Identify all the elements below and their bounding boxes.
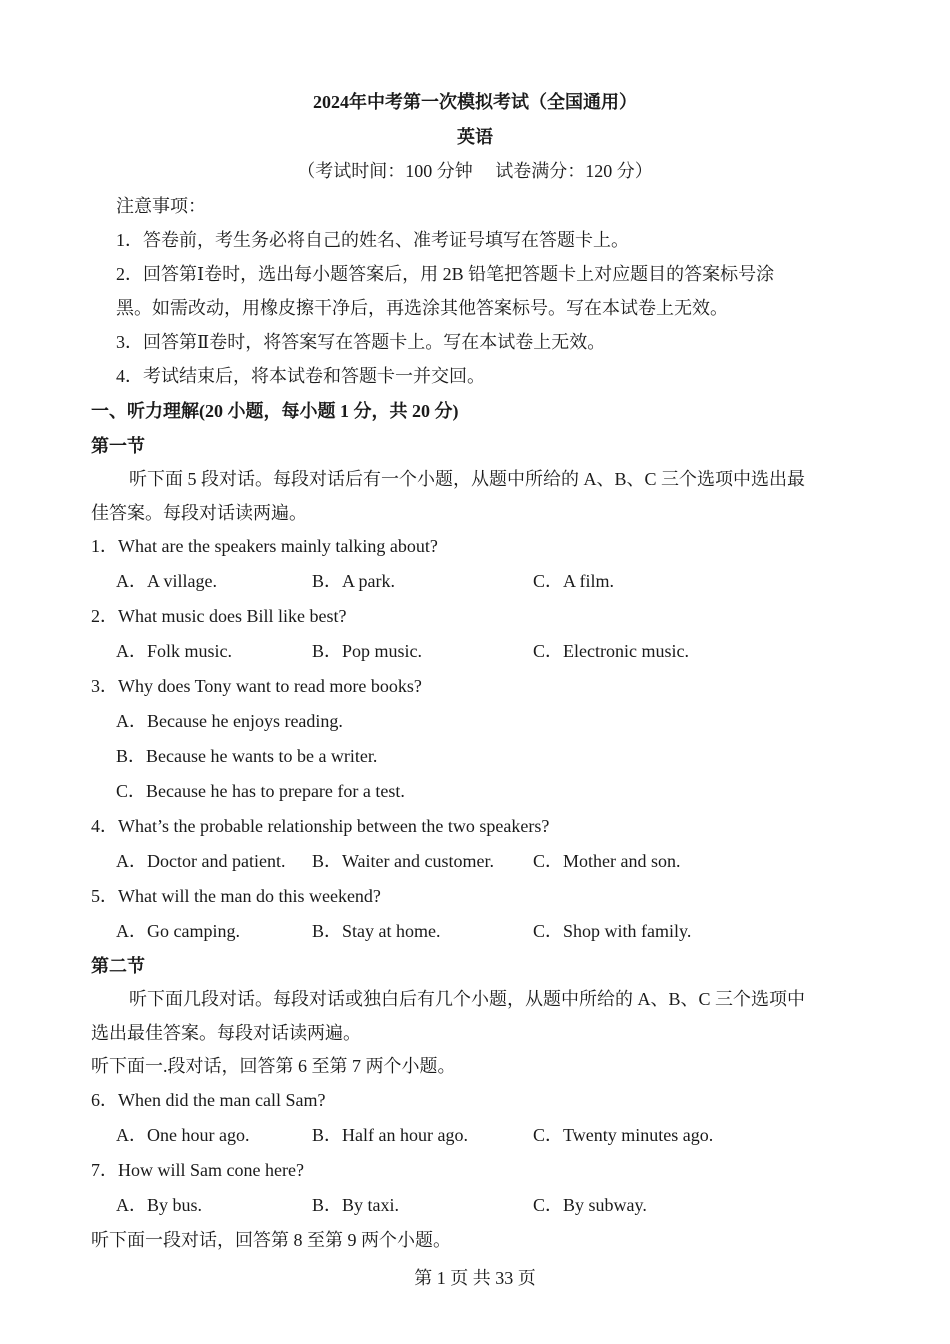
- option-b: B．Waiter and customer.: [312, 851, 495, 871]
- part-instruction: 选出最佳答案。每段对话读两遍。: [91, 1023, 361, 1043]
- option-a: A．Because he enjoys reading.: [116, 711, 343, 731]
- option-c: C．Electronic music.: [533, 641, 689, 661]
- question-text: 1．What are the speakers mainly talking about?: [91, 536, 438, 556]
- note-item: 4．考试结束后，将本试卷和答题卡一并交回。: [116, 366, 485, 386]
- note-item: 1．答卷前，考生务必将自己的姓名、准考证号填写在答题卡上。: [116, 230, 629, 250]
- exam-info: （考试时间：100 分钟 试卷满分：120 分）: [297, 161, 653, 181]
- note-item: 黑。如需改动，用橡皮擦干净后，再选涂其他答案标号。写在本试卷上无效。: [116, 298, 728, 318]
- option-c: C．By subway.: [533, 1195, 647, 1215]
- option-b: B．Half an hour ago.: [312, 1125, 468, 1145]
- option-b: B．Stay at home.: [312, 921, 441, 941]
- option-c: C．Mother and son.: [533, 851, 681, 871]
- option-a: A．Go camping.: [116, 921, 240, 941]
- subject-title: 英语: [457, 127, 493, 147]
- option-a: A．Doctor and patient.: [116, 851, 286, 871]
- part-instruction: 听下面 5 段对话。每段对话后有一个小题，从题中所给的 A、B、C 三个选项中选出最: [129, 469, 806, 489]
- note-item: 3．回答第Ⅱ卷时，将答案写在答题卡上。写在本试卷上无效。: [116, 332, 606, 352]
- option-b: B．Pop music.: [312, 641, 423, 661]
- option-c: C．Twenty minutes ago.: [533, 1125, 714, 1145]
- option-a: A．A village.: [116, 571, 217, 591]
- notes-label: 注意事项：: [116, 196, 206, 216]
- part-instruction: 佳答案。每段对话读两遍。: [91, 503, 307, 523]
- question-text: 5．What will the man do this weekend?: [91, 886, 381, 906]
- question-text: 4．What’s the probable relationship between the two speakers?: [91, 816, 550, 836]
- option-a: A．One hour ago.: [116, 1125, 250, 1145]
- question-text: 6．When did the man call Sam?: [91, 1090, 326, 1110]
- part-title: 第一节: [91, 436, 145, 456]
- option-a: A．By bus.: [116, 1195, 203, 1215]
- part-instruction: 听下面几段对话。每段对话或独白后有几个小题，从题中所给的 A、B、C 三个选项中: [129, 989, 806, 1009]
- exam-title: 2024年中考第一次模拟考试（全国通用）: [313, 92, 637, 112]
- section-title: 一、听力理解(20 小题，每小题 1 分，共 20 分): [91, 401, 459, 421]
- group-instruction: 听下面一.段对话，回答第 6 至第 7 两个小题。: [91, 1056, 456, 1076]
- option-b: B．Because he wants to be a writer.: [116, 746, 378, 766]
- group-instruction: 听下面一段对话，回答第 8 至第 9 两个小题。: [91, 1230, 451, 1250]
- option-c: C．A film.: [533, 571, 615, 591]
- option-b: B．By taxi.: [312, 1195, 400, 1215]
- note-item: 2．回答第Ⅰ卷时，选出每小题答案后，用 2B 铅笔把答题卡上对应题目的答案标号涂: [116, 264, 775, 284]
- question-text: 3．Why does Tony want to read more books?: [91, 676, 422, 696]
- option-a: A．Folk music.: [116, 641, 233, 661]
- option-c: C．Because he has to prepare for a test.: [116, 781, 405, 801]
- question-text: 7．How will Sam cone here?: [91, 1160, 304, 1180]
- question-text: 2．What music does Bill like best?: [91, 606, 347, 626]
- option-b: B．A park.: [312, 571, 395, 591]
- option-c: C．Shop with family.: [533, 921, 692, 941]
- part-title: 第二节: [91, 956, 145, 976]
- page-footer: 第 1 页 共 33 页: [414, 1268, 536, 1288]
